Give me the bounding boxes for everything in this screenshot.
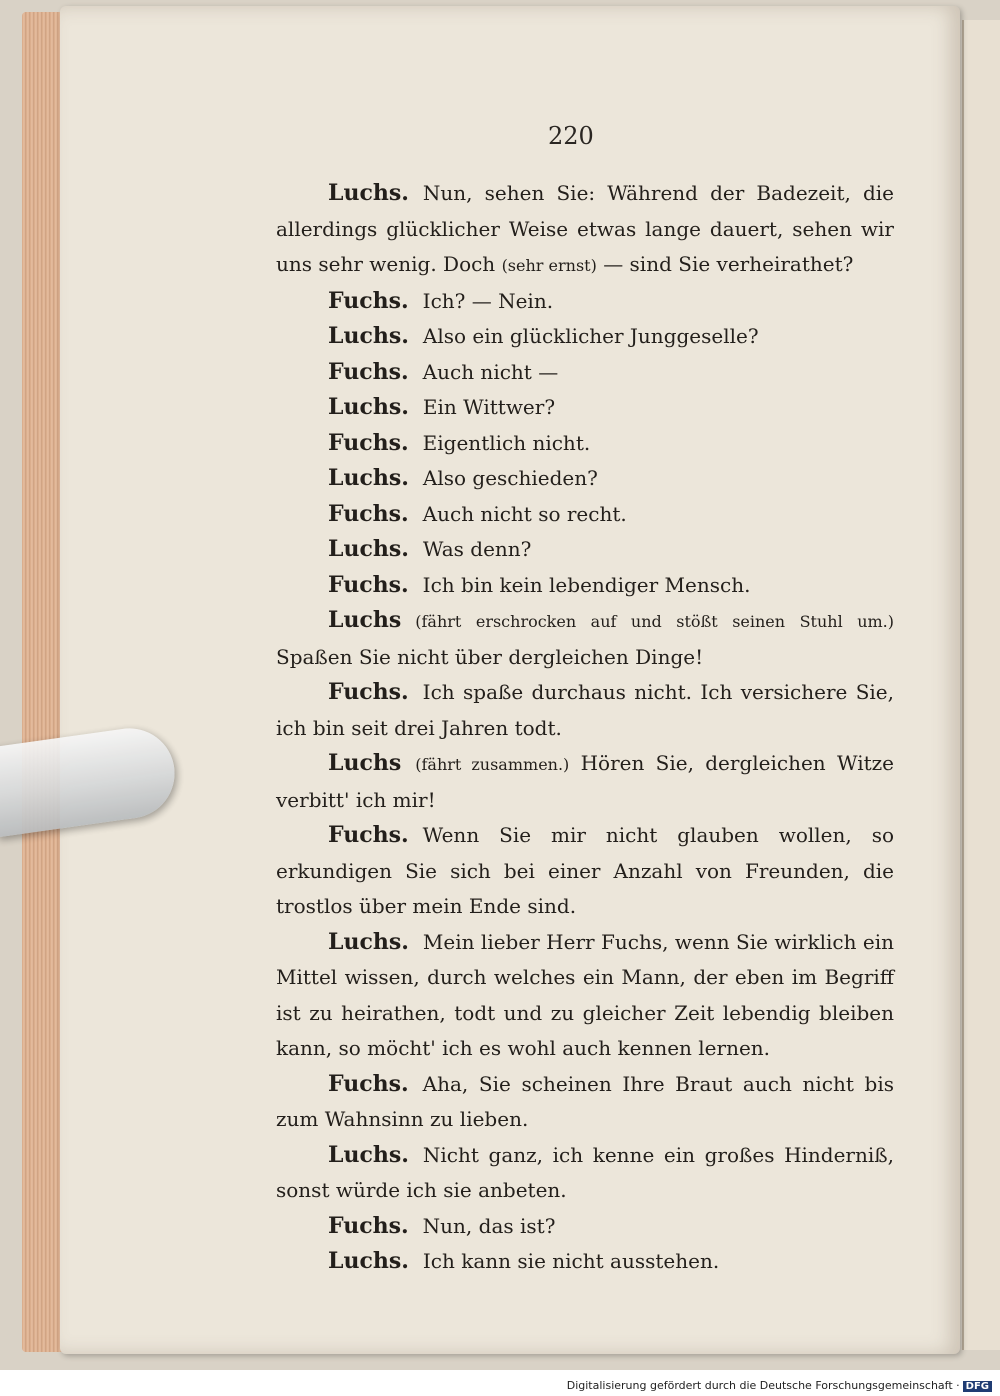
- dialogue-line: [276, 1244, 894, 1280]
- dialogue-text: Nun, das ist?: [422, 1213, 556, 1238]
- stage-direction: (sehr ernst): [501, 256, 597, 275]
- stage-direction: (fährt zusammen.): [415, 755, 570, 774]
- stage-direction: (fährt erschrocken auf und stößt seinen Stuhl um.): [415, 612, 894, 631]
- speaker-name: Fuchs.: [328, 1212, 409, 1239]
- speaker-name: Fuchs.: [328, 1070, 409, 1097]
- speaker-name: Fuchs.: [328, 287, 409, 314]
- facing-page-edge: [962, 20, 1000, 1350]
- speaker-name: Fuchs.: [328, 500, 409, 527]
- dialogue-line: [276, 390, 894, 426]
- page-number: 220: [548, 122, 594, 150]
- dialogue-line: [276, 497, 894, 533]
- dialogue-line: [276, 176, 894, 284]
- dialogue-text: Ich kann sie nicht ausstehen.: [422, 1249, 720, 1273]
- dialogue-line: [276, 746, 894, 818]
- dialogue-text: Ich spaße durchaus nicht. Ich versichere Sie, ich bin seit drei Jahren todt.: [276, 680, 894, 740]
- dialogue-text: Nicht ganz, ich kenne ein großes Hinderniß, sonst würde ich sie anbeten.: [276, 1142, 894, 1202]
- speaker-name: Fuchs.: [328, 429, 409, 456]
- speaker-name: Luchs.: [328, 323, 409, 349]
- dfg-logo: DFG: [963, 1381, 992, 1392]
- speaker-name: Luchs.: [328, 536, 409, 562]
- dialogue-text: Eigentlich nicht.: [422, 430, 591, 455]
- play-text: [276, 176, 894, 1280]
- speaker-name: Fuchs.: [328, 358, 409, 385]
- dialogue-line: [276, 355, 894, 391]
- dialogue-text: Aha, Sie scheinen Ihre Braut auch nicht bis zum Wahnsinn zu lieben.: [276, 1071, 894, 1131]
- speaker-name: Fuchs.: [328, 679, 409, 705]
- speaker-name: Luchs.: [328, 180, 409, 206]
- dialogue-text: Also geschieden?: [422, 466, 598, 490]
- dialogue-line: [276, 675, 894, 746]
- speaker-name: Luchs.: [328, 465, 409, 491]
- dialogue-text: — sind Sie verheirathet?: [603, 252, 854, 276]
- dialogue-text: Nun, sehen Sie: Während der Badezeit, die allerdings glücklicher Weise etwas lange dauert, sehen wir uns sehr wenig. Doch: [276, 181, 894, 276]
- dialogue-line: [276, 603, 894, 675]
- dialogue-text: Auch nicht —: [422, 359, 559, 384]
- speaker-name: Luchs: [328, 607, 402, 633]
- speaker-name: Luchs: [328, 750, 402, 776]
- credit-text: Digitalisierung gefördert durch die Deutsche Forschungsgemeinschaft ·: [566, 1379, 960, 1392]
- dialogue-text: Auch nicht so recht.: [422, 501, 627, 526]
- dialogue-line: [276, 1209, 894, 1245]
- dialogue-text: Spaßen Sie nicht über dergleichen Dinge!: [276, 644, 704, 669]
- dialogue-text: Wenn Sie mir nicht glauben wollen, so erkundigen Sie sich bei einer Anzahl von Freunden, die trostlos über mein Ende sind.: [276, 823, 894, 918]
- dialogue-line: [276, 284, 894, 320]
- speaker-name: Fuchs.: [328, 822, 409, 848]
- dialogue-line: [276, 319, 894, 355]
- speaker-name: Luchs.: [328, 394, 409, 420]
- dialogue-line: [276, 532, 894, 568]
- dialogue-line: [276, 461, 894, 497]
- dialogue-text: Also ein glücklicher Junggeselle?: [422, 324, 759, 348]
- dialogue-line: [276, 925, 894, 1067]
- dialogue-text: Ich bin kein lebendiger Mensch.: [422, 572, 751, 597]
- speaker-name: Luchs.: [328, 1141, 409, 1168]
- dialogue-line: [276, 818, 894, 925]
- dialogue-text: Ein Wittwer?: [422, 395, 556, 419]
- digitization-credit: [567, 1379, 992, 1392]
- speaker-name: Luchs.: [328, 928, 409, 955]
- dialogue-line: [276, 568, 894, 604]
- dialogue-line: [276, 426, 894, 462]
- dialogue-text: Mein lieber Herr Fuchs, wenn Sie wirklich ein Mittel wissen, durch welches ein Mann, der eben im Begriff ist zu heirathen, todt und zu gleicher Zeit lebendig bleiben kann, so möcht' ich es wohl auch kennen lernen.: [276, 929, 894, 1060]
- dialogue-text: Was denn?: [422, 537, 532, 561]
- dialogue-line: [276, 1138, 894, 1209]
- dialogue-text: Hören Sie, dergleichen Witze verbitt' ich mir!: [276, 751, 894, 812]
- dialogue-line: [276, 1067, 894, 1138]
- speaker-name: Luchs.: [328, 1248, 409, 1274]
- dialogue-text: Ich? — Nein.: [422, 288, 554, 313]
- speaker-name: Fuchs.: [328, 571, 409, 598]
